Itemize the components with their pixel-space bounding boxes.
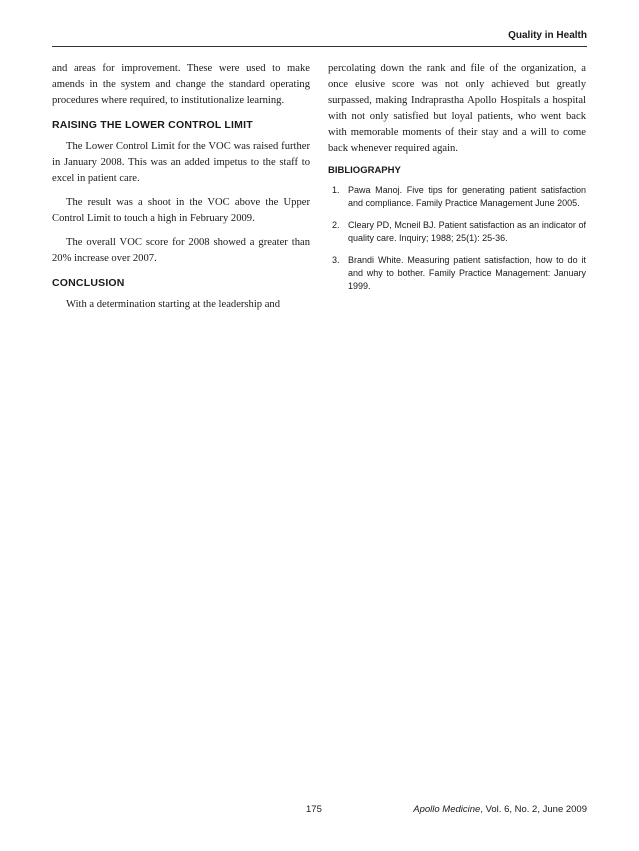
bibliography-text: Cleary PD, Mcneil BJ. Patient satisfaction as an indicator of quality care. Inquiry; 1988; 25(1): 25-36. xyxy=(348,220,586,243)
bibliography-item xyxy=(328,219,586,245)
bibliography-number: 2. xyxy=(332,220,340,230)
bibliography-item xyxy=(328,254,586,293)
running-title: Quality in Health xyxy=(508,30,587,41)
bibliography-list xyxy=(328,184,586,293)
footer-citation xyxy=(413,804,587,815)
bibliography-heading: BIBLIOGRAPHY xyxy=(328,165,401,176)
paragraph: The Lower Control Limit for the VOC was raised further in January 2008. This was an added impetus to the staff to excel in patient care. xyxy=(52,141,310,184)
journal-issue: , Vol. 6, No. 2, June 2009 xyxy=(480,804,587,815)
bibliography-text: Pawa Manoj. Five tips for generating patient satisfaction and compliance. Family Practice Management June 2005. xyxy=(348,185,586,208)
paragraph: The overall VOC score for 2008 showed a greater than 20% increase over 2007. xyxy=(52,237,310,264)
page-number: 175 xyxy=(306,804,322,815)
header-divider xyxy=(52,46,587,47)
bibliography-number: 1. xyxy=(332,185,340,195)
intro-paragraph: and areas for improvement. These were used to make amends in the system and change the standard operating procedures where required, to institutionalize learning. xyxy=(52,63,310,106)
section-heading-lower-control-limit: RAISING THE LOWER CONTROL LIMIT xyxy=(52,119,253,131)
continued-paragraph: percolating down the rank and file of the organization, a once elusive score was not only achieved but greatly surpassed, making Indraprastha Apollo Hospitals a hospital with not only satisfied but loyal patients, who went back with memorable moments of their stay and a will to come back whenever required again. xyxy=(328,63,586,154)
bibliography-text: Brandi White. Measuring patient satisfaction, how to do it and why to bother. Family Practice Management: January 1999. xyxy=(348,255,586,291)
right-column xyxy=(328,61,586,302)
paragraph: The result was a shoot in the VOC above the Upper Control Limit to touch a high in February 2009. xyxy=(52,197,310,224)
journal-name: Apollo Medicine xyxy=(413,804,481,815)
section-heading-conclusion: CONCLUSION xyxy=(52,277,125,289)
left-column xyxy=(52,61,310,321)
bibliography-item xyxy=(328,184,586,210)
bibliography-number: 3. xyxy=(332,255,340,265)
paragraph: With a determination starting at the leadership and xyxy=(66,299,281,310)
